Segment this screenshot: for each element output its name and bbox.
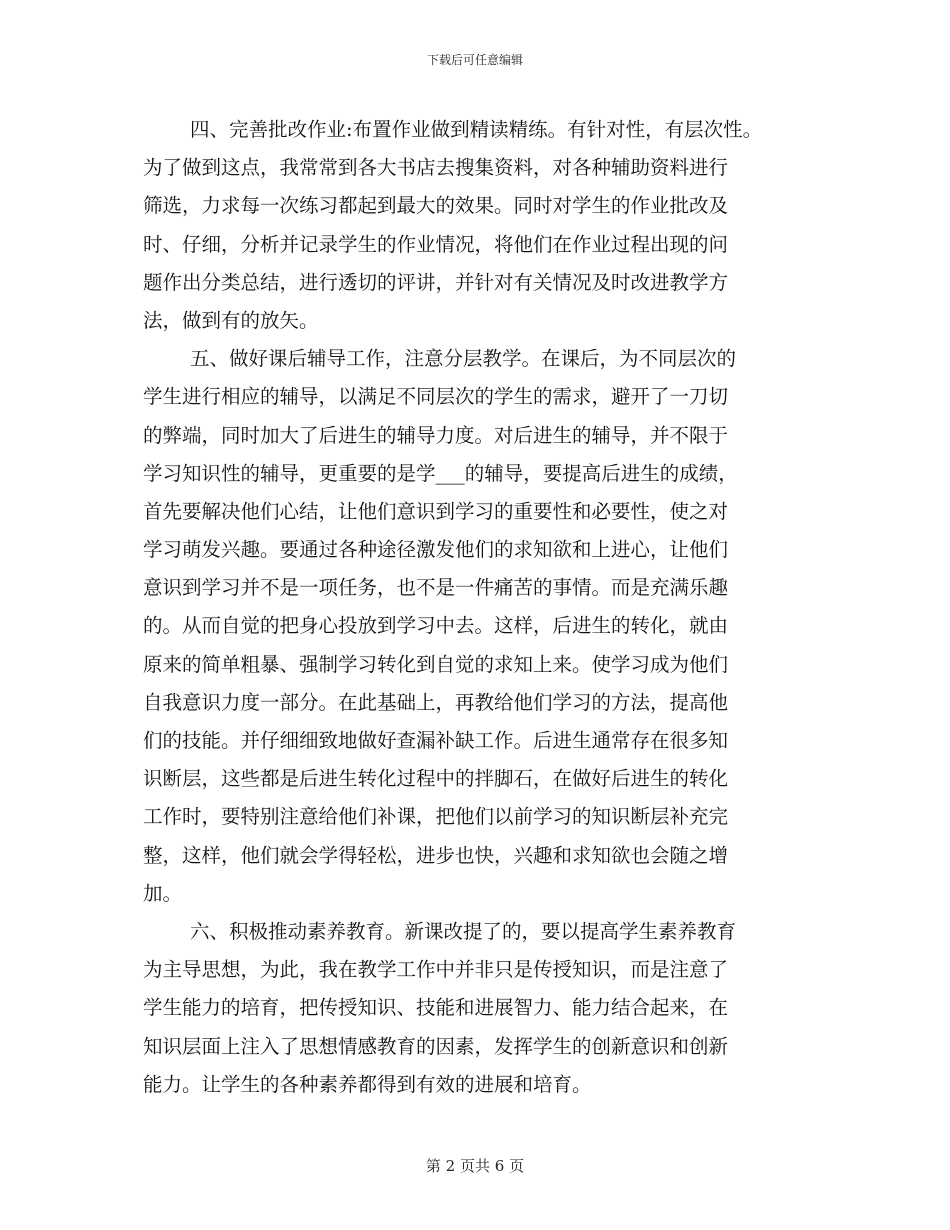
text-line: 四、完善批改作业:布置作业做到精读精练。有针对性，有层次性。 [190,118,763,141]
text-line: 工作时，要特别注意给他们补课，把他们以前学习的知识断层补充完 [143,805,729,829]
text-line: 识断层，这些都是后进生转化过程中的拌脚石，在做好后进生的转化 [143,767,729,791]
text-line: 们的技能。并仔细细致地做好查漏补缺工作。后进生通常存在很多知 [143,729,729,752]
paragraph-after-class-tutoring [0,340,950,913]
text-line: 整，这样，他们就会学得轻松，进步也快，兴趣和求知欲也会随之增 [143,843,729,867]
text-line: 加。 [143,881,183,905]
text-line: 法，做到有的放矢。 [143,308,319,332]
text-line: 学生进行相应的辅导，以满足不同层次的学生的需求，避开了一刀切 [143,385,729,409]
text-line: 五、做好课后辅导工作，注意分层教学。在课后，为不同层次的 [190,347,737,371]
text-line: 知识层面上注入了思想情感教育的因素，发挥学生的创新意识和创新 [143,1034,729,1058]
text-line: 的。从而自觉的把身心投放到学习中去。这样，后进生的转化，就由 [143,614,729,638]
text-line: 学习知识性的辅导，更重要的是学___的辅导，要提高后进生的成绩， [143,461,738,485]
paragraph-quality-education [0,913,950,1104]
page-number-footer: 第 2 页共 6 页 [425,1157,525,1175]
text-line: 原来的简单粗暴、强制学习转化到自觉的求知上来。使学习成为他们 [143,652,729,676]
text-line: 自我意识力度一部分。在此基础上，再教给他们学习的方法，提高他 [143,690,729,714]
text-line: 意识到学习并不是一项任务，也不是一件痛苦的事情。而是充满乐趣 [143,576,729,600]
text-line: 六、积极推动素养教育。新课改提了的，要以提高学生素养教育 [190,919,737,943]
text-line: 时、仔细，分析并记录学生的作业情况，将他们在作业过程出现的问 [143,232,729,256]
text-line: 首先要解决他们心结，让他们意识到学习的重要性和必要性，使之对 [143,499,729,523]
text-line: 学习萌发兴趣。要通过各种途径激发他们的求知欲和上进心，让他们 [143,538,729,562]
text-line: 题作出分类总结，进行透切的评讲，并针对有关情况及时改进教学方 [143,270,729,294]
text-line: 能力。让学生的各种素养都得到有效的进展和培育。 [143,1072,592,1096]
page-header: 下载后可任意编辑 [426,53,523,67]
document-body [0,111,950,1104]
text-line: 学生能力的培育，把传授知识、技能和进展智力、能力结合起来，在 [143,996,729,1020]
text-line: 为主导思想，为此，我在教学工作中并非只是传授知识，而是注意了 [143,958,729,982]
paragraph-homework-correction [0,111,950,340]
text-line: 筛选，力求每一次练习都起到最大的效果。同时对学生的作业批改及 [143,194,729,218]
text-line: 的弊端，同时加大了后进生的辅导力度。对后进生的辅导，并不限于 [143,423,729,447]
text-line: 为了做到这点，我常常到各大书店去搜集资料，对各种辅助资料进行 [143,156,729,180]
